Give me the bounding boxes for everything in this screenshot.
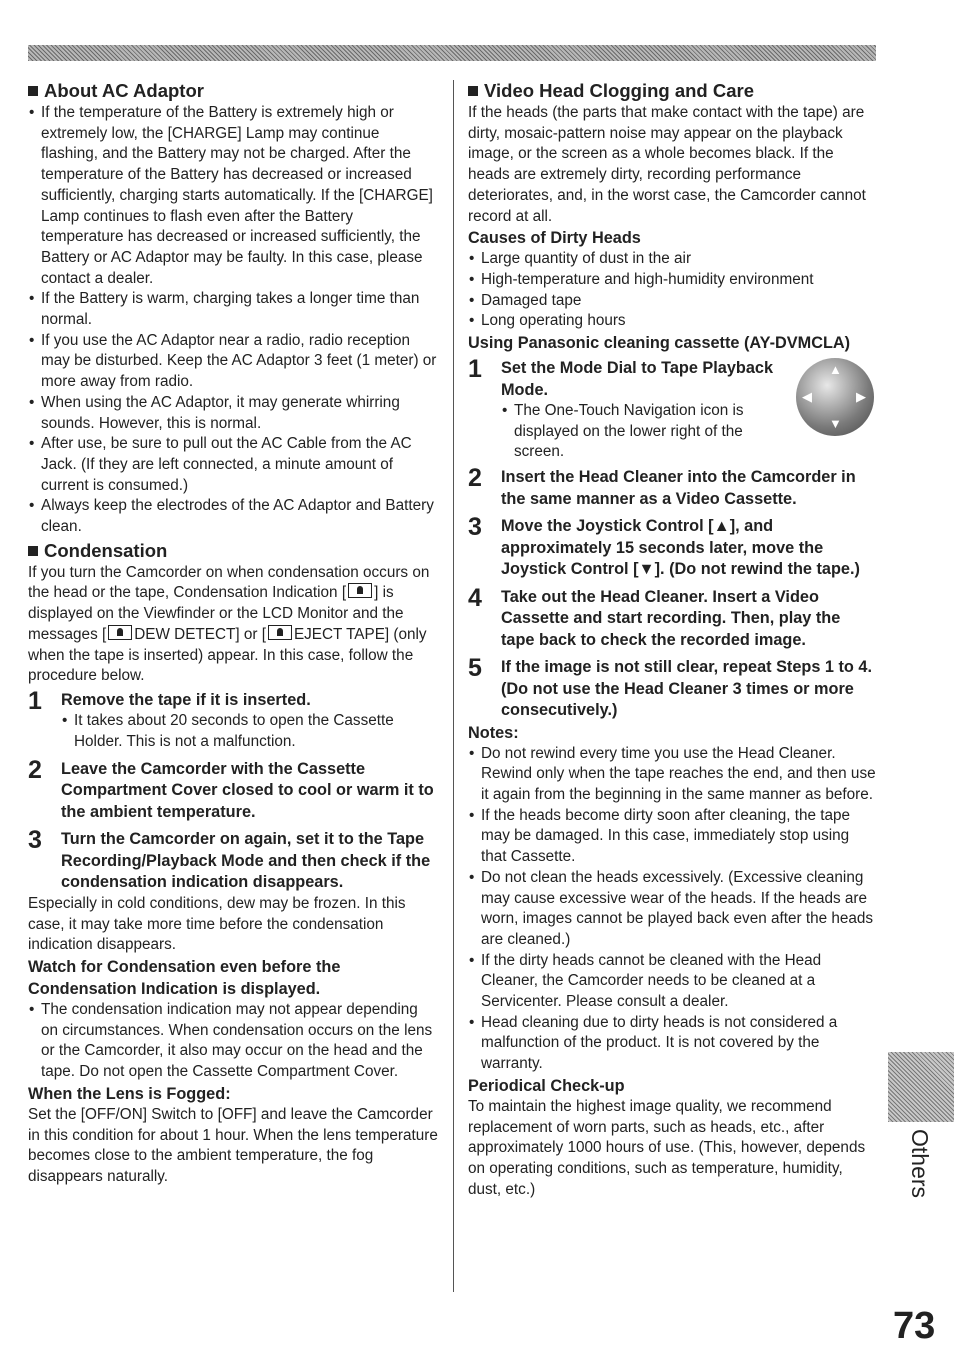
list-item: • The condensation indication may not appear depending on circumstances. When condensation occurs on the lens or the Camcorder, it also may occur on the head and the tape. Do not open the Cassette Compartment Cover.: [28, 1000, 438, 1083]
list-item: • Head cleaning due to dirty heads is not considered a malfunction of the product. It is not covered by the warranty.: [468, 1013, 878, 1075]
page-number: 73: [893, 1305, 936, 1347]
lens-fogged-heading: When the Lens is Fogged:: [28, 1084, 231, 1103]
heading-about-ac-adaptor: About AC Adaptor: [28, 80, 438, 102]
square-bullet-icon: [28, 546, 38, 556]
list-item: • If the dirty heads cannot be cleaned with the Head Cleaner, the Camcorder needs to be cleaned at a Servicenter. Please consult a dealer.: [468, 951, 878, 1013]
right-column: [468, 80, 878, 1200]
square-bullet-icon: [28, 86, 38, 96]
list-item: • Always keep the electrodes of the AC Adaptor and Battery clean.: [28, 496, 438, 537]
one-touch-navigation-icon: ▲ ◀ ▶ ▼: [796, 358, 874, 436]
list-item: • Long operating hours: [468, 311, 878, 332]
square-bullet-icon: [468, 86, 478, 96]
condensation-after: Especially in cold conditions, dew may be frozen. In this case, it may take more time before the condensation indication disappears.: [28, 894, 406, 954]
video-head-intro: If the heads (the parts that make contact with the tape) are dirty, mosaic-pattern noise may appear on the playback image, or the screen as a whole becomes black. If the heads are extremely dirty, recording performance deteriorates, and, in the worst case, the Camcorder cannot record at all.: [468, 104, 866, 225]
condensation-icon: [348, 583, 372, 598]
list-item: • Do not clean the heads excessively. (Excessive cleaning may cause excessive wear of the heads. If the heads are worn, images cannot be played back even after the heads are cleaned.): [468, 868, 878, 951]
condensation-step-3: 3 Turn the Camcorder on again, set it to the Tape Recording/Playback Mode and then check if the condensation indication disappears.: [28, 826, 431, 892]
list-item: • If the temperature of the Battery is extremely high or extremely low, the [CHARGE] Lamp may continue flashing, and the Battery may not be charged. After the temperature of the Battery has decreased or increased sufficiently, charging starts automatically. If the [CHARGE] Lamp continues to flash even after the Battery temperature has decreased or increased sufficiently, the Battery or AC Adaptor may be faulty. In this case, please contact a dealer.: [28, 103, 438, 289]
causes-heading: Causes of Dirty Heads: [468, 229, 641, 248]
list-item: • Damaged tape: [468, 291, 878, 312]
heading-condensation: Condensation: [28, 540, 438, 562]
list-item: • Do not rewind every time you use the Head Cleaner. Rewind only when the tape reaches the end, and then use it again from the beginning in the same manner as before.: [468, 744, 878, 806]
notes-list: [468, 744, 878, 1075]
list-item: • If the heads become dirty soon after cleaning, the tape may be damaged. In this case, immediately stop using that Cassette.: [468, 806, 878, 868]
ac-adaptor-list: [28, 103, 438, 538]
condensation-icon: [268, 625, 292, 640]
watch-heading: Watch for Condensation even before the Condensation Indication is displayed.: [28, 958, 341, 998]
section-tab-marker: [888, 1052, 954, 1122]
causes-list: [468, 249, 878, 332]
list-item: • The One-Touch Navigation icon is displayed on the lower right of the screen.: [501, 401, 788, 463]
cleaning-step-3: 3 Move the Joystick Control [▲], and approximately 15 seconds later, move the Joystick Control [▼]. (Do not rewind the tape.): [468, 513, 860, 579]
condensation-intro: If you turn the Camcorder on when condensation occurs on the head or the tape, Condensation Indication [ ] is displayed on the Viewfinder or the LCD Monitor and the messages [ DEW DETECT] or [ EJECT TAPE] (only when the tape is inserted) appear. In this case, follow the procedure below.: [28, 563, 430, 685]
list-item: • After use, be sure to pull out the AC Cable from the AC Jack. (If they are left connected, a minute amount of current is consumed.): [28, 434, 438, 496]
top-decorative-bar: [28, 45, 876, 61]
heading-video-head: Video Head Clogging and Care: [468, 80, 878, 102]
condensation-icon: [108, 625, 132, 640]
periodical-checkup-text: To maintain the highest image quality, we recommend replacement of worn parts, such as heads, etc., after approximately 1000 hours of use. (This, however, depends on operating conditions, such as temperature, humidity, dust, etc.): [468, 1097, 866, 1198]
lens-fogged-text: Set the [OFF/ON] Switch to [OFF] and leave the Camcorder in this condition for about 1 hour. When the lens temperature becomes close to the ambient temperature, the fog disappears naturally.: [28, 1105, 438, 1185]
list-item: • When using the AC Adaptor, it may generate whirring sounds. However, this is normal.: [28, 393, 438, 434]
cleaning-step-5: 5 If the image is not still clear, repeat Steps 1 to 4. (Do not use the Head Cleaner 3 times or more consecutively.): [468, 654, 872, 720]
list-item: • If you use the AC Adaptor near a radio, radio reception may be disturbed. Keep the AC Adaptor 3 feet (1 meter) or more away from radio.: [28, 331, 438, 393]
list-item: • It takes about 20 seconds to open the Cassette Holder. This is not a malfunction.: [61, 711, 438, 752]
left-column: [28, 80, 438, 1188]
using-cleaning-heading: Using Panasonic cleaning cassette (AY-DVMCLA): [468, 334, 851, 353]
cleaning-step-4: 4 Take out the Head Cleaner. Insert a Video Cassette and start recording. Then, play the tape back to check the recorded image.: [468, 583, 841, 649]
condensation-step-2: 2 Leave the Camcorder with the Cassette Compartment Cover closed to cool or warm it to the ambient temperature.: [28, 755, 434, 821]
condensation-step-1: 1 Remove the tape if it is inserted. • It takes about 20 seconds to open the Cassette Holder. This is not a malfunction.: [28, 690, 438, 753]
list-item: • Large quantity of dust in the air: [468, 249, 878, 270]
list-item: • If the Battery is warm, charging takes a longer time than normal.: [28, 289, 438, 330]
cleaning-step-1: 1 Set the Mode Dial to Tape Playback Mode. • The One-Touch Navigation icon is displayed on the lower right of the screen. ▲ ◀ ▶ ▼: [468, 358, 878, 463]
notes-heading: Notes:: [468, 723, 519, 742]
column-divider: [453, 80, 454, 1292]
periodical-checkup-heading: Periodical Check-up: [468, 1076, 625, 1095]
cleaning-step-2: 2 Insert the Head Cleaner into the Camcorder in the same manner as a Video Cassette.: [468, 464, 856, 508]
section-label: Others: [907, 1129, 933, 1199]
list-item: • High-temperature and high-humidity environment: [468, 270, 878, 291]
